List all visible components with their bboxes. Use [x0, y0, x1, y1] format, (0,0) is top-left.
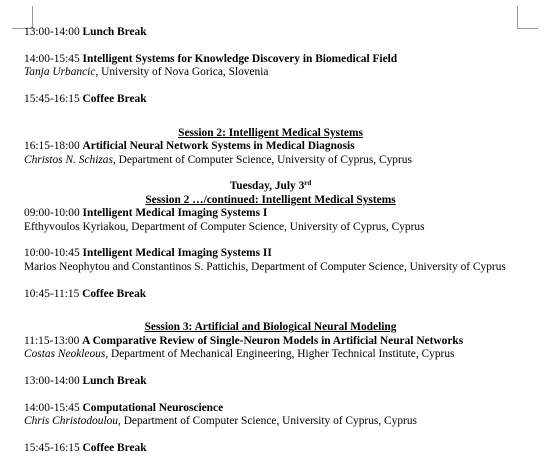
entry-time: 15:45-16:15 — [24, 93, 80, 105]
entry-title: A Comparative Review of Single-Neuron Models in Artificial Neural Networks — [82, 334, 464, 347]
entry-time: 09:00-10:00 — [24, 207, 80, 220]
schedule-entry — [24, 53, 517, 66]
entry-speaker — [24, 66, 517, 79]
entry-title: Coffee Break — [82, 93, 147, 105]
schedule-entry — [24, 207, 517, 220]
entry-time: 10:45-11:15 — [24, 287, 80, 300]
entry-speaker — [24, 154, 517, 167]
entry-time: 16:15-18:00 — [24, 140, 80, 153]
speaker-affiliation: Department of Mechanical Engineering, Higher Technical Institute, Cyprus — [108, 348, 455, 361]
entry-time: 14:00-15:45 — [24, 401, 80, 414]
session-heading: Session 2 …/continued: Intelligent Medical Systems — [145, 193, 396, 206]
schedule-content — [24, 26, 517, 455]
session-heading: Session 2: Intelligent Medical Systems — [178, 126, 363, 139]
speaker-name: Chris Christodoulou, — [24, 415, 121, 428]
schedule-entry — [24, 335, 517, 348]
entry-speaker: Efthyvoulos Kyriakou, Department of Computer Science, University of Cyprus, Cyprus — [24, 220, 425, 233]
entry-title: Coffee Break — [82, 287, 147, 300]
speaker-name: Christos N. Schizas, — [24, 153, 116, 166]
speaker-affiliation: Department of Computer Science, University of Cyprus, Cyprus — [120, 415, 417, 428]
entry-title: Lunch Break — [82, 26, 147, 38]
schedule-entry — [24, 442, 517, 455]
session-heading: Session 3: Artificial and Biological Neural Modeling — [144, 321, 397, 334]
day-heading-text: Tuesday, July 3 — [229, 180, 305, 193]
day-heading-suffix: rd — [304, 179, 312, 188]
entry-time: 10:00-10:45 — [24, 247, 80, 260]
entry-title: Intelligent Medical Imaging Systems I — [82, 207, 268, 220]
entry-title: Lunch Break — [82, 375, 147, 388]
entry-time: 15:45-16:15 — [24, 442, 80, 455]
speaker-affiliation: Department of Computer Science, University of Cyprus, Cyprus — [115, 153, 412, 166]
entry-speaker — [24, 415, 517, 428]
speaker-name: Tanja Urbancic, — [24, 66, 99, 79]
schedule-entry — [24, 26, 517, 39]
entry-time: 13:00-14:00 — [24, 26, 80, 38]
day-heading — [24, 180, 517, 193]
page-corner-mark-right — [517, 6, 538, 29]
schedule-entry — [24, 402, 517, 415]
speaker-affiliation: University of Nova Gorica, Slovenia — [98, 66, 269, 79]
entry-title: Computational Neuroscience — [82, 401, 224, 414]
entry-time: 13:00-14:00 — [24, 375, 80, 388]
entry-time: 14:00-15:45 — [24, 52, 80, 65]
schedule-entry — [24, 288, 517, 301]
entry-title: Coffee Break — [82, 442, 147, 455]
speaker-name: Costas Neokleous, — [24, 348, 109, 361]
entry-speaker — [24, 348, 517, 361]
entry-time: 11:15-13:00 — [24, 334, 80, 347]
entry-title: Artificial Neural Network Systems in Medical Diagnosis — [82, 140, 355, 153]
entry-title: Intelligent Systems for Knowledge Discovery in Biomedical Field — [82, 52, 398, 65]
schedule-entry — [24, 140, 517, 153]
schedule-entry — [24, 375, 517, 388]
entry-speaker: Marios Neophytou and Constantinos S. Pattichis, Department of Computer Science, University of Cyprus — [24, 260, 506, 273]
schedule-entry — [24, 93, 517, 106]
schedule-entry — [24, 247, 517, 260]
entry-title: Intelligent Medical Imaging Systems II — [82, 247, 272, 260]
